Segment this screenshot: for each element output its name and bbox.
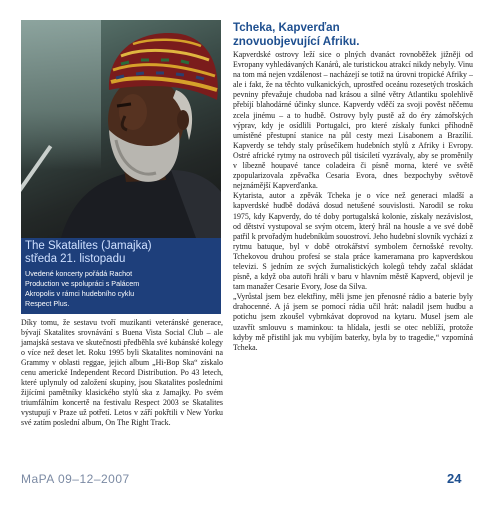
caption-line: Production ve spolupráci s Palácem [25, 279, 140, 288]
tcheka-article-text [233, 50, 473, 353]
article-title-line: znovuobjevující Afriku. [233, 35, 360, 48]
page-number: 24 [447, 471, 462, 486]
article-title [233, 21, 473, 49]
article-paragraph: „Vyrůstal jsem bez elektřiny, měli jsme jen přenosné rádio a baterie byly drahocenné. A já jsem se pomocí rádia učil hrát: naladil jsem hudbu a potichu jsem zkoušel vybrnkávat doprovod na kytaru. Musel jsem ale uzavřít smlouvu s maminkou: ta hlídala, jestli se otec neblíží, protože kdyby mě přistihl jak mu vybíjím baterky, byla by to tragedie,“ vzpomíná Tcheka. [233, 292, 473, 352]
caption-line: Respect Plus. [25, 299, 70, 308]
musician-figure [21, 20, 221, 238]
article-title-line: Tcheka, Kapverďan [233, 21, 340, 34]
caption-title: The Skatalites (Jamajka) [25, 240, 152, 252]
caption-description [25, 269, 217, 309]
article-paragraph: Kytarista, autor a zpěvák Tcheka je o více než generaci mladší a kapverdské hudbě dodává dosud netušené souvislosti. Narodil se roku 1975, kdy Kapverdy, do té doby portugalská kolonie, získaly nezávislost, od dětství vystupoval se svým otcem, který hrál na housle a ve své době patřil k prvořadým hudebníkům souostroví. Jeho hudební slovník vychází z rytmu batuque, byl v době otrokářství symbolem černošské revolty. Tchekovou druhou profesí se stala práce kameramana pro kapverdskou televizi. S jedním ze svých žurnalistických kolegů tehdy začal skládat písně, a když oba autoři hráli v baru v hlavním městě Kapverd, objevil je tam manažer Cesarie Evory, Jose da Silva. [233, 191, 473, 292]
caption-date: středa 21. listopadu [25, 253, 126, 265]
caption-line: Akropolis v rámci hudebního cyklu [25, 289, 135, 298]
article-paragraph: Kapverdské ostrovy leží sice o plných dvanáct rovnoběžek jižněji od Evropany vyhledávaných Kanárů, ale turistickou atrakcí nikdy nebyly. Vinu na tom má nejen vzdálenost – nacházejí se totiž na úrovni tropické Afriky – ale i fakt, že na těchto vulkanických, uprostřed oceánu rozesetých troskách pevniny převažuje chudoba nad krásou a silné větry Atlantiku spolehlivě přebíjí blahodárné účinky slunce. Kapverdy vděčí za svoji pověst něčemu zcela jinému – a to hudbě. Ostrovy byly pustě až do éry zámořských výprav, kdy je osídlili Portugalci, pro které získaly funkci příhodně umístěné přestupní stanice na půl cesty mezi Lisabonem a Brazílií. Kapverdy se tehdy staly průsečíkem hudebních stylů z Afriky i Evropy. Ostré africké rytmy na ostrovech půl tisíciletí vyzrávaly, aby se proměnily v líbezně houpavé tance coladeira či písně morna, které ve světě zpopularizovala zpěvačka Cesaria Evora, dnes bezpochyby světově nejznámější Kapverďanka. [233, 50, 473, 191]
skatalites-article-text: Díky tomu, že sestavu tvoří muzikanti veteránské generace, bývají Skatalites srovnávání s Buena Vista Social Club – ale jamajská sestava ve skutečnosti předběhla své kubánské kolegy o více než deset let. Roku 1995 byli Skatalites nominováni na Grammy v oblasti reggae, jejich album „Hi-Bop Ska“ získalo cenu americké Independent Record Distribution. Po 43 letech, které uplynuly od založení skupiny, jsou Skatalites posledními žijícími pamětníky klasického stylů ska z Jamajky. Po svém triumfálním koncertě na festivalu Respect 2003 se Skatalites vystupují v Praze už potřetí. Letos v září pokřtili v New Yorku své zatím poslední album, On The Right Track. [21, 318, 223, 427]
caption-line: Uvedené koncerty pořádá Rachot [25, 269, 133, 278]
concert-caption-box [21, 238, 221, 314]
musician-photo [21, 20, 221, 238]
magazine-issue-footer: MaPA 09–12–2007 [21, 472, 130, 486]
